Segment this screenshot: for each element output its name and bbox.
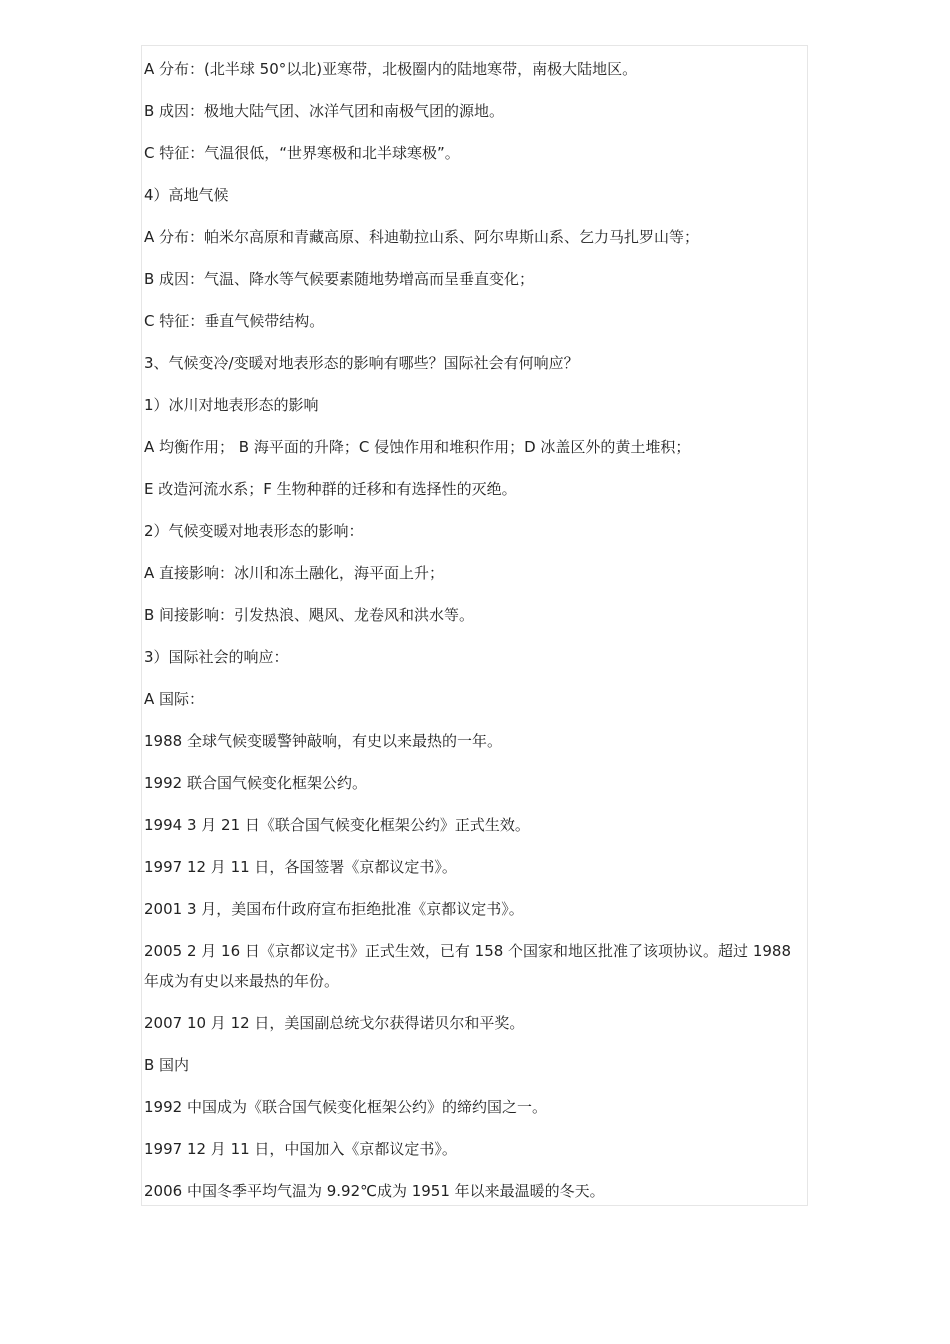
subsection-heading: A 国际：	[144, 690, 205, 708]
text-line: B 成因：极地大陆气团、冰洋气团和南极气团的源地。	[144, 102, 505, 120]
timeline-item: 2005 2 月 16 日《京都议定书》正式生效，已有 158 个国家和地区批准了该项协议。超过 1988 年成为有史以来最热的年份。	[144, 942, 791, 990]
section-heading: 2）气候变暖对地表形态的影响：	[144, 522, 364, 540]
timeline-item: 1997 12 月 11 日，各国签署《京都议定书》。	[144, 858, 457, 876]
timeline-item: 2006 中国冬季平均气温为 9.92℃成为 1951 年以来最温暖的冬天。	[144, 1182, 605, 1200]
document-body	[144, 54, 806, 1218]
timeline-item: 1997 12 月 11 日，中国加入《京都议定书》。	[144, 1140, 457, 1158]
timeline-item: 1992 联合国气候变化框架公约。	[144, 774, 367, 792]
question-heading: 3、气候变冷/变暖对地表形态的影响有哪些？国际社会有何响应？	[144, 354, 579, 372]
section-heading: 1）冰川对地表形态的影响	[144, 396, 319, 414]
timeline-item: 2007 10 月 12 日，美国副总统戈尔获得诺贝尔和平奖。	[144, 1014, 525, 1032]
text-line: C 特征：气温很低，“世界寒极和北半球寒极”。	[144, 144, 460, 162]
timeline-item: 1992 中国成为《联合国气候变化框架公约》的缔约国之一。	[144, 1098, 547, 1116]
timeline-item: 1994 3 月 21 日《联合国气候变化框架公约》正式生效。	[144, 816, 530, 834]
timeline-item: 1988 全球气候变暖警钟敲响，有史以来最热的一年。	[144, 732, 502, 750]
text-line: B 成因：气温、降水等气候要素随地势增高而呈垂直变化；	[144, 270, 535, 288]
text-line: A 均衡作用； B 海平面的升降；C 侵蚀作用和堆积作用；D 冰盖区外的黄土堆积；	[144, 438, 691, 456]
text-line: E 改造河流水系；F 生物种群的迁移和有选择性的灭绝。	[144, 480, 517, 498]
text-line: A 直接影响：冰川和冻土融化，海平面上升；	[144, 564, 445, 582]
section-heading: 4）高地气候	[144, 186, 229, 204]
text-line: C 特征：垂直气候带结构。	[144, 312, 325, 330]
timeline-item: 2001 3 月，美国布什政府宣布拒绝批准《京都议定书》。	[144, 900, 524, 918]
section-heading: 3）国际社会的响应：	[144, 648, 289, 666]
text-line: B 间接影响：引发热浪、飓风、龙卷风和洪水等。	[144, 606, 475, 624]
text-line: A 分布：(北半球 50°以北)亚寒带，北极圈内的陆地寒带，南极大陆地区。	[144, 60, 638, 78]
subsection-heading: B 国内	[144, 1056, 190, 1074]
text-line: A 分布：帕米尔高原和青藏高原、科迪勒拉山系、阿尔卑斯山系、乞力马扎罗山等；	[144, 228, 700, 246]
